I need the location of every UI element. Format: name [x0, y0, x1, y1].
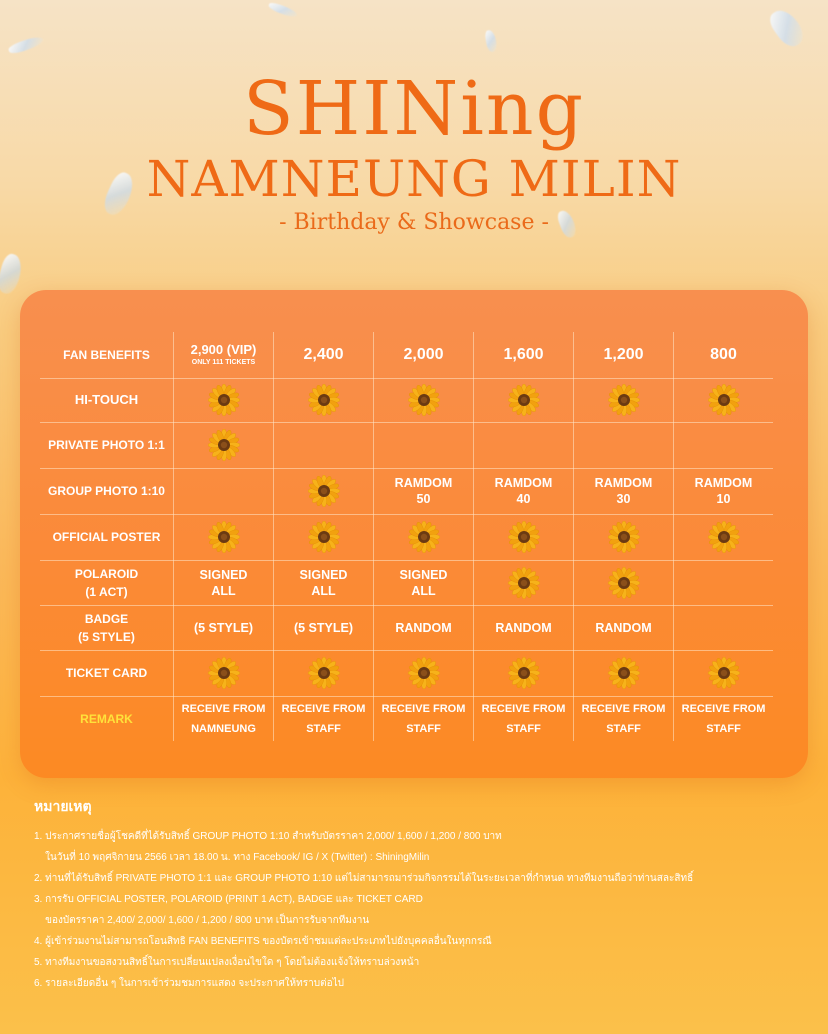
benefit-cell — [674, 650, 774, 696]
row-label: HI-TOUCH — [40, 378, 174, 422]
price-header — [574, 332, 674, 378]
benefit-cell: RAMDOM 10 — [674, 468, 774, 514]
sunflower-icon — [608, 657, 640, 689]
sparkle-decoration — [268, 1, 299, 19]
benefit-cell — [474, 650, 574, 696]
table-row — [40, 605, 773, 650]
ticket-price: 2,900 (VIP) — [190, 342, 257, 358]
sunflower-icon — [208, 429, 240, 461]
benefit-cell — [174, 468, 274, 514]
price-header — [274, 332, 374, 378]
benefit-cell: RECEIVE FROM STAFF — [674, 696, 774, 741]
price-header — [174, 332, 274, 378]
benefit-cell: SIGNED ALL — [374, 560, 474, 605]
benefit-cell: RAMDOM 30 — [574, 468, 674, 514]
sunflower-icon — [608, 384, 640, 416]
sparkle-decoration — [484, 29, 498, 52]
note-item: ของบัตรราคา 2,400/ 2,000/ 1,600 / 1,200 / 800 บาท เป็นการรับจากทีมงาน — [34, 915, 370, 926]
ticket-price: 2,000 — [403, 345, 444, 363]
sunflower-icon — [608, 567, 640, 599]
benefit-cell — [574, 378, 674, 422]
sunflower-icon — [308, 521, 340, 553]
note-item: 5. ทางทีมงานขอสงวนสิทธิ์ในการเปลี่ยนแปลงเงื่อนไขใด ๆ โดยไม่ต้องแจ้งให้ทราบล่วงหน้า — [34, 957, 420, 968]
benefit-cell — [474, 514, 574, 560]
price-header — [374, 332, 474, 378]
benefit-cell — [274, 422, 374, 468]
title-line-2: NAMNEUNG MILIN — [146, 150, 682, 208]
benefit-cell — [274, 468, 374, 514]
benefit-cell — [574, 560, 674, 605]
ticket-price: 1,600 — [503, 345, 544, 363]
sunflower-icon — [708, 521, 740, 553]
table-header-row — [40, 332, 773, 378]
sunflower-icon — [608, 521, 640, 553]
benefit-cell — [174, 650, 274, 696]
benefit-cell — [574, 422, 674, 468]
benefit-cell: RECEIVE FROM STAFF — [474, 696, 574, 741]
benefit-cell — [174, 422, 274, 468]
table-row — [40, 514, 773, 560]
row-label: FAN BENEFITS — [40, 332, 174, 378]
sparkle-decoration — [0, 252, 25, 296]
benefit-cell — [174, 514, 274, 560]
ticket-price: 1,200 — [603, 345, 644, 363]
benefit-cell — [374, 378, 474, 422]
sunflower-icon — [408, 521, 440, 553]
note-item: ในวันที่ 10 พฤศจิกายน 2566 เวลา 18.00 น. ทาง Facebook/ IG / X (Twitter) : ShiningMilin — [34, 852, 430, 863]
benefit-cell: (5 STYLE) — [274, 605, 374, 650]
benefit-cell: RANDOM — [574, 605, 674, 650]
note-item: 2. ท่านที่ได้รับสิทธิ์ PRIVATE PHOTO 1:1 และ GROUP PHOTO 1:10 แต่ไม่สามารถมาร่วมกิจกรรมได้ในระยะเวลาที่กำหนด ทางทีมงานถือว่าท่านสละสิทธิ์ — [34, 873, 694, 884]
price-header — [674, 332, 774, 378]
table-row — [40, 378, 773, 422]
notes-section — [34, 796, 693, 994]
sunflower-icon — [208, 521, 240, 553]
sunflower-icon — [708, 384, 740, 416]
benefit-cell: SIGNED ALL — [274, 560, 374, 605]
ticket-note: ONLY 111 TICKETS — [191, 359, 256, 367]
benefit-cell: RECEIVE FROM STAFF — [574, 696, 674, 741]
row-label: REMARK — [40, 696, 174, 741]
benefit-cell: RECEIVE FROM STAFF — [274, 696, 374, 741]
note-item: 3. การรับ OFFICIAL POSTER, POLAROID (PRINT 1 ACT), BADGE และ TICKET CARD — [34, 894, 423, 905]
table-row — [40, 560, 773, 605]
benefit-cell: RANDOM — [474, 605, 574, 650]
benefit-cell — [374, 514, 474, 560]
note-item: 4. ผู้เข้าร่วมงานไม่สามารถโอนสิทธิ FAN BENEFITS ของบัตรเข้าชมแต่ละประเภทไปยังบุคคลอื่นในทุกกรณี — [34, 936, 492, 947]
title-line-1: SHINing — [243, 66, 585, 152]
benefit-cell — [674, 514, 774, 560]
sunflower-icon — [308, 657, 340, 689]
sunflower-icon — [308, 475, 340, 507]
row-label: GROUP PHOTO 1:10 — [40, 468, 174, 514]
row-label: TICKET CARD — [40, 650, 174, 696]
sunflower-icon — [408, 384, 440, 416]
benefit-cell — [674, 560, 774, 605]
table-row — [40, 468, 773, 514]
table-row — [40, 696, 773, 741]
table-row — [40, 650, 773, 696]
notes-title: หมายเหตุ — [34, 798, 92, 814]
sparkle-decoration — [7, 34, 44, 56]
sunflower-icon — [708, 657, 740, 689]
benefit-cell — [274, 514, 374, 560]
benefit-cell: SIGNED ALL — [174, 560, 274, 605]
sunflower-icon — [508, 521, 540, 553]
price-header — [474, 332, 574, 378]
sunflower-icon — [508, 657, 540, 689]
benefit-cell — [474, 378, 574, 422]
row-label: OFFICIAL POSTER — [40, 514, 174, 560]
benefit-cell — [374, 422, 474, 468]
row-label: PRIVATE PHOTO 1:1 — [40, 422, 174, 468]
row-label: POLAROID (1 ACT) — [40, 560, 174, 605]
benefit-cell — [174, 378, 274, 422]
sunflower-icon — [508, 384, 540, 416]
benefit-cell — [274, 378, 374, 422]
notes-list — [34, 826, 693, 994]
benefit-cell — [374, 650, 474, 696]
sunflower-icon — [508, 567, 540, 599]
note-item: 6. รายละเอียดอื่น ๆ ในการเข้าร่วมชมการแสดง จะประกาศให้ทราบต่อไป — [34, 978, 344, 989]
row-label: BADGE (5 STYLE) — [40, 605, 174, 650]
benefit-cell: RECEIVE FROM NAMNEUNG — [174, 696, 274, 741]
sunflower-icon — [308, 384, 340, 416]
benefit-cell — [274, 650, 374, 696]
event-title — [0, 66, 828, 236]
benefit-cell: RAMDOM 40 — [474, 468, 574, 514]
benefit-cell — [674, 378, 774, 422]
ticket-price: 800 — [710, 345, 737, 363]
benefit-cell: RANDOM — [374, 605, 474, 650]
benefit-cell: RAMDOM 50 — [374, 468, 474, 514]
benefit-cell — [674, 605, 774, 650]
sparkle-decoration — [766, 5, 809, 52]
benefit-cell: (5 STYLE) — [174, 605, 274, 650]
event-subtitle: - Birthday & Showcase - — [279, 210, 549, 235]
sunflower-icon — [408, 657, 440, 689]
benefit-cell — [474, 560, 574, 605]
note-item: 1. ประกาศรายชื่อผู้โชคดีที่ได้รับสิทธิ์ GROUP PHOTO 1:10 สำหรับบัตรราคา 2,000/ 1,600 / 1,200 / 800 บาท — [34, 831, 502, 842]
benefit-cell — [574, 650, 674, 696]
sunflower-icon — [208, 384, 240, 416]
benefit-cell: RECEIVE FROM STAFF — [374, 696, 474, 741]
table-row — [40, 422, 773, 468]
sunflower-icon — [208, 657, 240, 689]
benefit-cell — [574, 514, 674, 560]
benefit-cell — [474, 422, 574, 468]
ticket-price: 2,400 — [303, 345, 344, 363]
benefit-cell — [674, 422, 774, 468]
benefits-table — [40, 332, 773, 741]
